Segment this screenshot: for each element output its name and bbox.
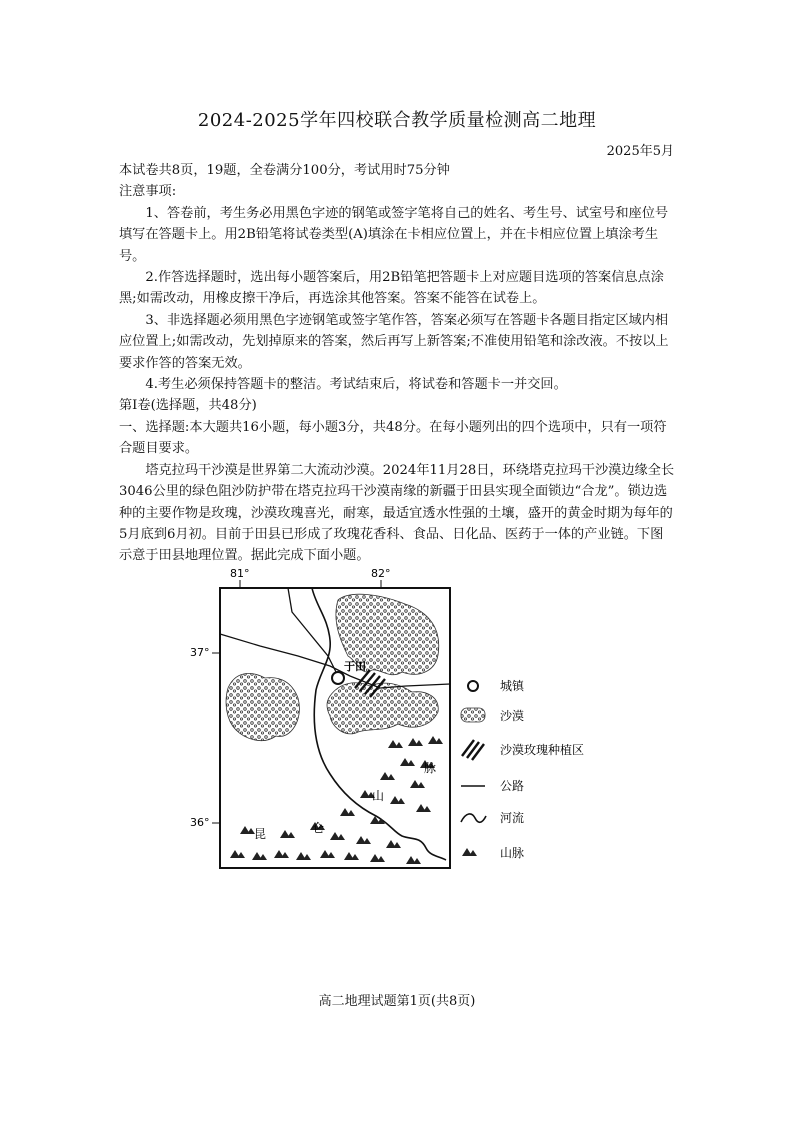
- lon-label-82: 82°: [371, 567, 391, 580]
- exam-body: [119, 160, 675, 567]
- section-title: 第I卷(选择题，共48分): [119, 398, 257, 414]
- town-label: 于田: [344, 660, 366, 673]
- town-marker-yutian: [332, 672, 344, 684]
- page-title: 2024-2025学年四校联合教学质量检测高二地理: [197, 110, 597, 131]
- exam-intro: 本试卷共8页，19题，全卷满分100分，考试用时75分钟: [119, 163, 450, 178]
- mountain-char: 昆: [254, 827, 267, 841]
- desert-icon: [461, 708, 485, 722]
- mountain-char: 仑: [312, 821, 325, 835]
- mountain-range: [230, 736, 443, 864]
- legend-label: 山脉: [500, 846, 525, 860]
- map-legend: [461, 678, 584, 860]
- mountain-char: 脉: [424, 761, 437, 775]
- notice-item: 1、答卷前，考生务必用黑色字迹的钢笔或签字笔将自己的姓名、考生号、试室号和座位号填写在答题卡上。用2B铅笔将试卷类型(A)填涂在卡相应位置上，并在卡相应位置上填涂考生号。: [119, 205, 669, 264]
- desert-area: [327, 683, 438, 734]
- question-passage: 塔克拉玛干沙漠是世界第二大流动沙漠。2024年11月28日，环绕塔克拉玛干沙漠边缘全长3046公里的绿色阻沙防护带在塔克拉玛干沙漠南缘的新疆于田县实现全面锁边“合龙”。锁边选种的主要作物是玫瑰，沙漠玫瑰喜光，耐寒，最适宜透水性强的土壤，盛开的黄金时期为每年的5月底到6月初。目前于田县已形成了玫瑰花香科、食品、日化品、医药于一体的产业链。下图示意于田县地理位置。据此完成下面小题。: [119, 462, 675, 564]
- legend-label: 城镇: [500, 679, 525, 693]
- lat-label-37: 37°: [190, 646, 210, 659]
- exam-date: 2025年5月: [606, 144, 674, 159]
- desert-area: [226, 673, 299, 740]
- notice-title: 注意事项:: [119, 184, 177, 200]
- notice-item: 3、非选择题必须用黑色字迹钢笔或签字笔作答，答案必须写在答题卡各题目指定区域内相应位置上;如需改动，先划掉原来的答案，然后再写上新答案;不准使用铅笔和涂改液。不按以上要求作答的答案无效。: [119, 312, 669, 371]
- river-icon: [461, 814, 486, 822]
- legend-label: 公路: [500, 779, 525, 793]
- road: [288, 588, 338, 676]
- notice-item: 4.考生必须保持答题卡的整洁。考试结束后，将试卷和答题卡一并交回。: [145, 377, 567, 393]
- notice-item: 2.作答选择题时，选出每小题答案后，用2B铅笔把答题卡上对应题目选项的答案信息点涂黑;如需改动，用橡皮擦干净后，再选涂其他答案。答案不能答在试卷上。: [119, 270, 664, 307]
- legend-label: 河流: [500, 811, 525, 825]
- mountain-icon: [462, 848, 477, 856]
- section-instruction: 一、选择题:本大题共16小题，每小题3分，共48分。在每小题列出的四个选项中，只有一项符合题目要求。: [119, 419, 667, 457]
- rose-plantation-icon: [462, 740, 484, 760]
- legend-label: 沙漠: [500, 709, 525, 723]
- lat-label-36: 36°: [190, 816, 210, 829]
- page-footer: 高二地理试题第1页(共8页): [318, 994, 476, 1009]
- yutian-location-map: [180, 560, 620, 880]
- town-icon: [468, 681, 478, 691]
- mountain-char: 山: [372, 789, 385, 803]
- lon-label-81: 81°: [230, 567, 250, 580]
- legend-label: 沙漠玫瑰种植区: [500, 743, 585, 757]
